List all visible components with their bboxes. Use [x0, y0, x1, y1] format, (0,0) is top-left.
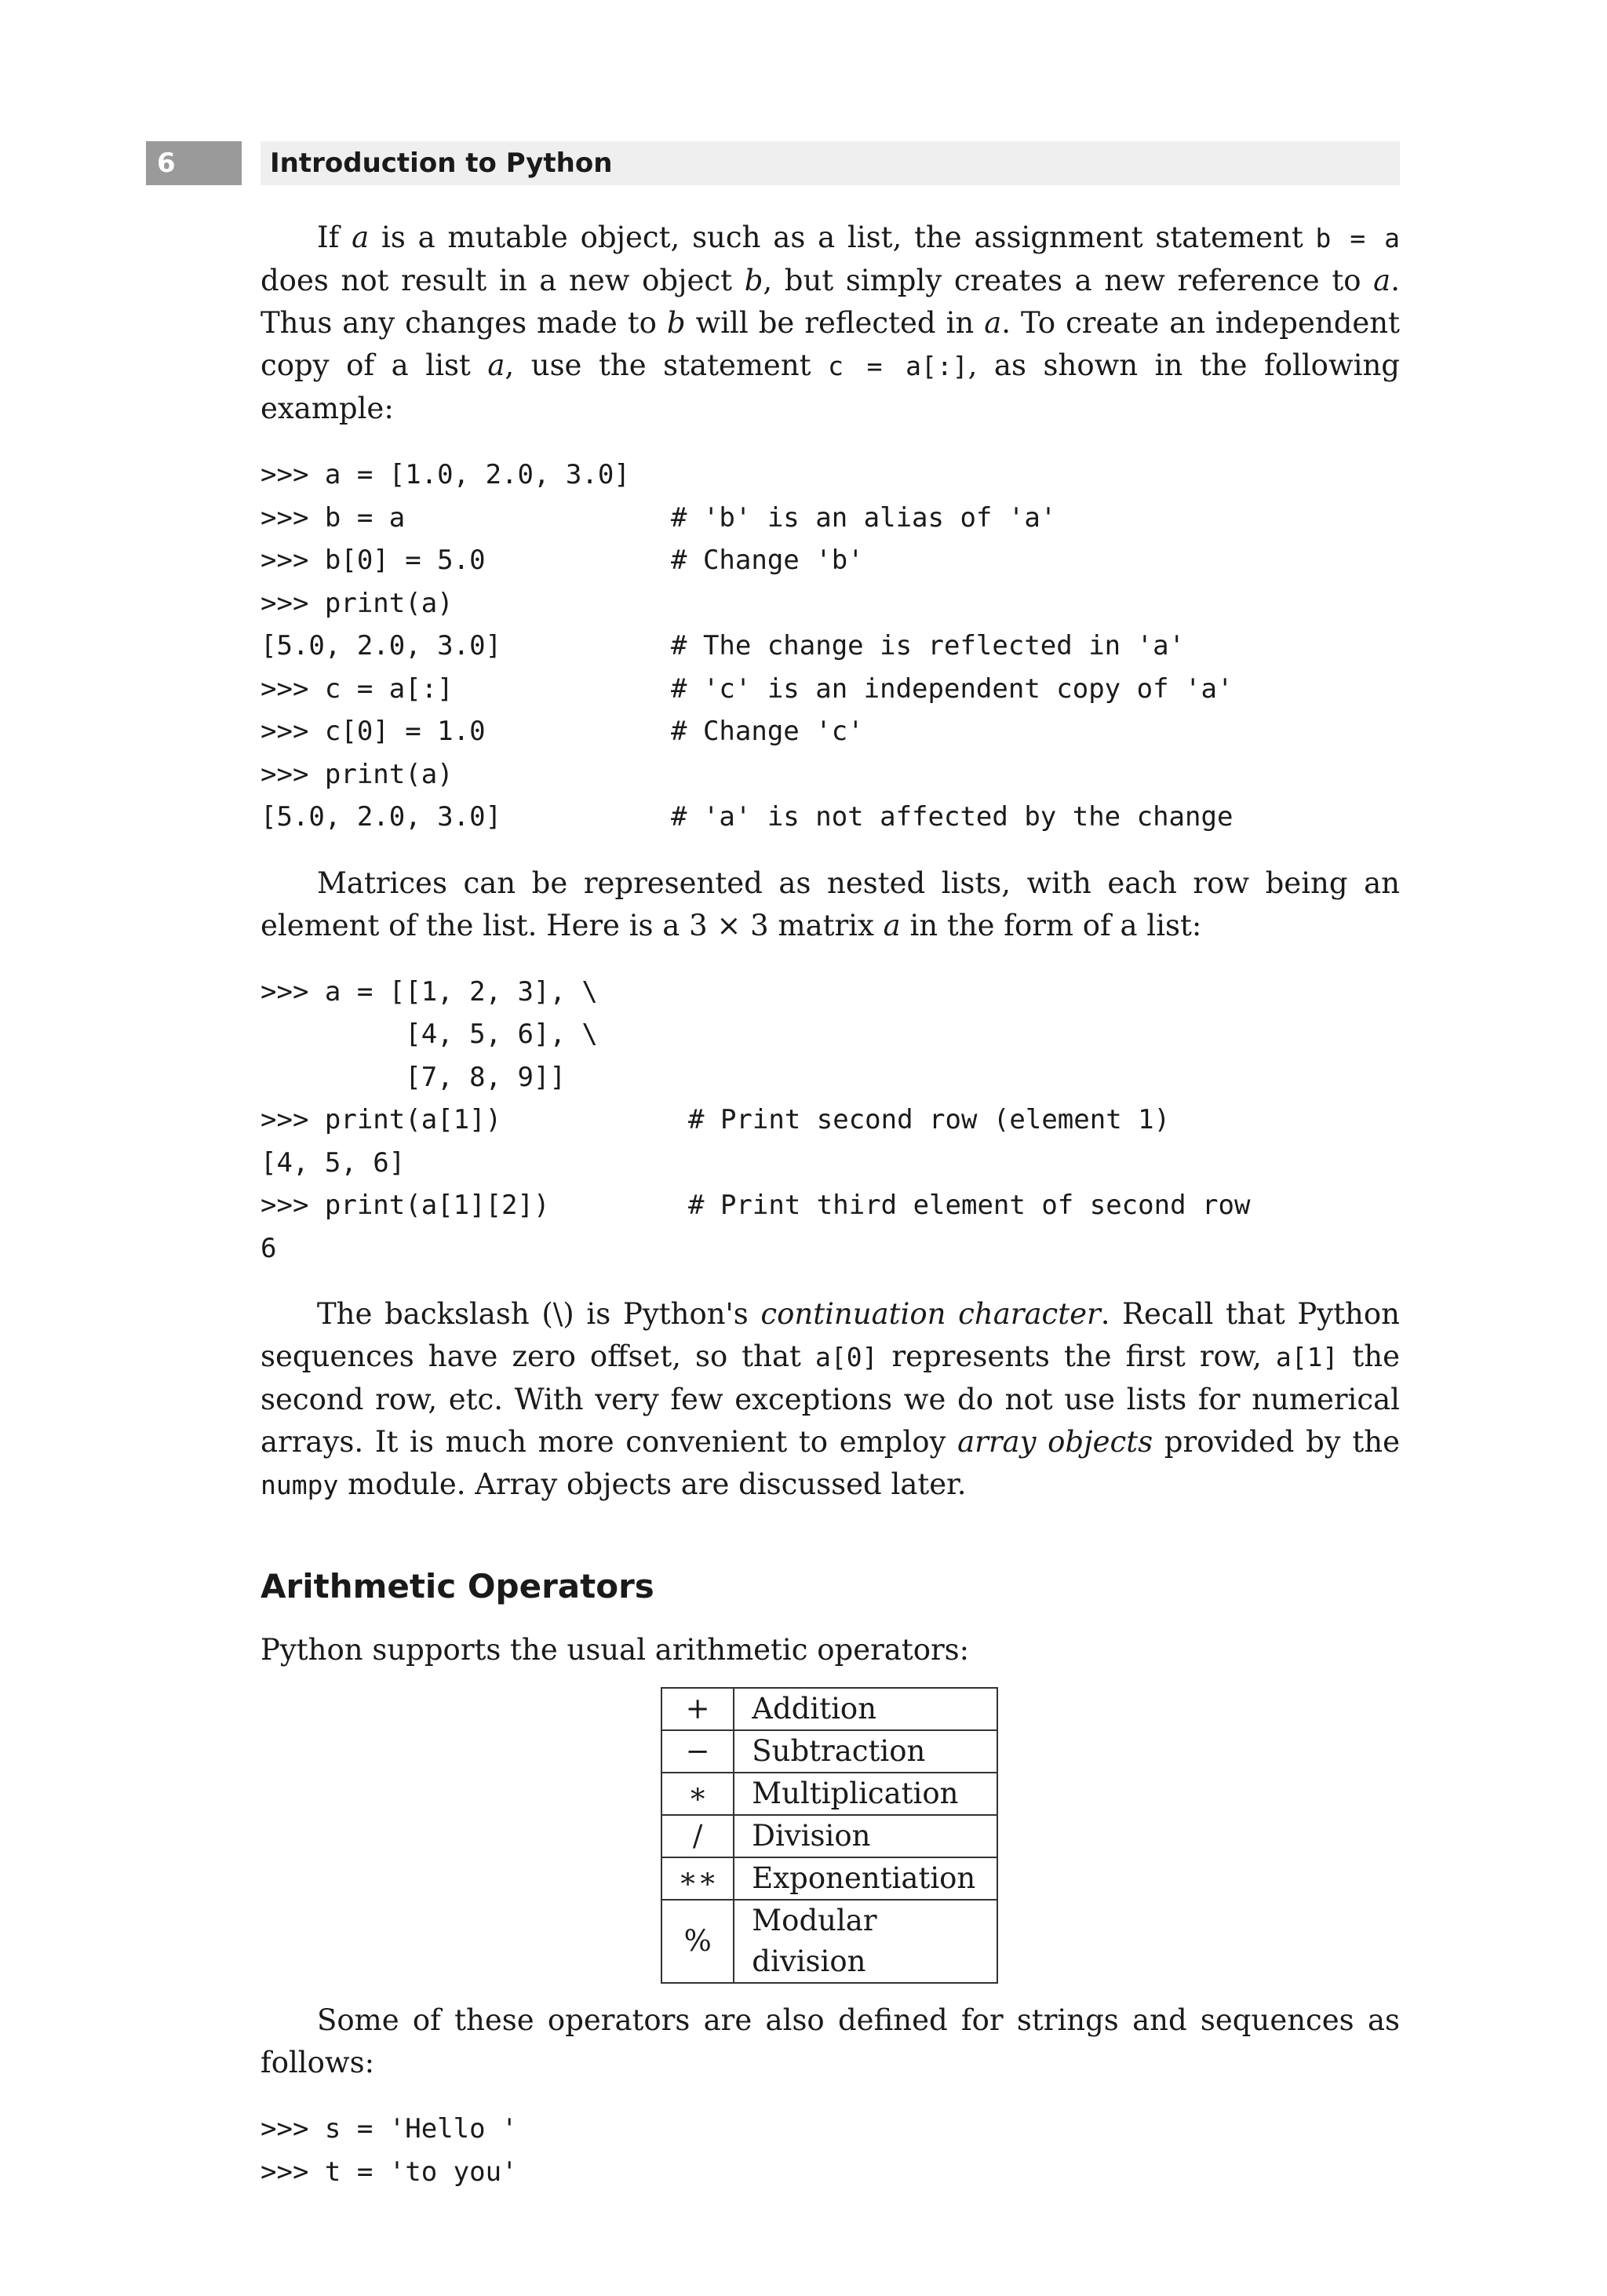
operator-symbol: ∗	[661, 1773, 734, 1815]
code-comment: # The change is reflected in 'a'	[671, 630, 1186, 661]
chapter-title: Introduction to Python	[261, 141, 1400, 185]
operator-symbol: /	[661, 1815, 734, 1857]
code-line	[261, 753, 1400, 796]
code-comment: # 'a' is not affected by the change	[671, 801, 1233, 833]
code-text: >>> t = 'to you'	[261, 2156, 518, 2188]
code-line	[261, 796, 1400, 839]
code-block-list-copy	[261, 454, 1400, 839]
code-line	[261, 1099, 1400, 1142]
code-line	[261, 454, 1400, 497]
code-line	[261, 1227, 1400, 1270]
code-text: [4, 5, 6], \	[261, 1019, 598, 1050]
code-line	[261, 2151, 1400, 2194]
code-text: >>> b = a	[261, 501, 406, 534]
code-comment: # 'c' is an independent copy of 'a'	[671, 672, 1233, 705]
code-comment: # Change 'b'	[671, 545, 864, 576]
code-comment: # Print second row (element 1)	[688, 1104, 1171, 1135]
operator-row	[661, 1857, 997, 1900]
code-comment: # 'b' is an alias of 'a'	[671, 501, 1057, 534]
code-line	[261, 1013, 1400, 1056]
operators-table	[661, 1687, 998, 1984]
operator-row	[661, 1900, 997, 1983]
operator-name: Subtraction	[734, 1730, 997, 1773]
code-text: >>> print(a[1])	[261, 1104, 502, 1135]
code-text: >>> print(a[1][2])	[261, 1190, 550, 1221]
code-text: >>> c = a[:]	[261, 672, 454, 705]
code-text: >>> a = [[1, 2, 3], \	[261, 975, 598, 1008]
operator-name: Addition	[734, 1688, 997, 1730]
code-text: >>> c[0] = 1.0	[261, 716, 486, 747]
code-text: 6	[261, 1232, 277, 1264]
code-text: [7, 8, 9]]	[261, 1061, 566, 1093]
paragraph-matrices: Matrices can be represented as nested lists, with each row being an element of the list. Here is a 3 × 3 matrix a in the form of a list:	[261, 866, 1400, 942]
paragraph-mutable-objects: If a is a mutable object, such as a list, the assignment statement b = a does not result in a new object b, but simply creates a new reference to a. Thus any changes made to b will be reflected in a. To create an independent copy of a list a, use the statement c = a[:], as shown in the following example:	[261, 220, 1400, 425]
code-line	[261, 1056, 1400, 1099]
operator-name: Multiplication	[734, 1773, 997, 1815]
operator-symbol: %	[661, 1900, 734, 1983]
operator-name: Division	[734, 1815, 997, 1857]
page-content	[261, 217, 1400, 2217]
code-comment: # Change 'c'	[671, 716, 864, 747]
operator-row	[661, 1730, 997, 1773]
operator-row	[661, 1688, 997, 1730]
section-heading: Arithmetic Operators	[261, 1567, 654, 1605]
code-line	[261, 539, 1400, 582]
operator-symbol: −	[661, 1730, 734, 1773]
code-text: >>> s = 'Hello '	[261, 2113, 518, 2145]
code-text: [4, 5, 6]	[261, 1146, 406, 1179]
operator-symbol: +	[661, 1688, 734, 1730]
operator-row	[661, 1773, 997, 1815]
code-block-strings	[261, 2108, 1400, 2193]
operator-name: Exponentiation	[734, 1857, 997, 1900]
code-line	[261, 2108, 1400, 2151]
code-line	[261, 582, 1400, 625]
code-line	[261, 668, 1400, 711]
code-text: >>> print(a)	[261, 587, 454, 619]
code-comment: # Print third element of second row	[688, 1190, 1251, 1221]
code-text: >>> print(a)	[261, 758, 454, 790]
code-line	[261, 971, 1400, 1014]
code-line	[261, 1142, 1400, 1185]
code-line	[261, 625, 1400, 668]
code-text: >>> b[0] = 5.0	[261, 545, 486, 576]
paragraph-operators-intro: Python supports the usual arithmetic operators:	[261, 1633, 970, 1667]
code-block-matrix	[261, 971, 1400, 1270]
code-line	[261, 710, 1400, 753]
code-text: [5.0, 2.0, 3.0]	[261, 630, 502, 661]
code-line	[261, 497, 1400, 540]
code-text: [5.0, 2.0, 3.0]	[261, 801, 502, 833]
operator-name: Modular division	[734, 1900, 997, 1983]
operator-symbol: ∗∗	[661, 1857, 734, 1900]
page-number: 6	[146, 141, 242, 185]
operator-row	[661, 1815, 997, 1857]
paragraph-strings-intro: Some of these operators are also defined for strings and sequences as follows:	[261, 2003, 1400, 2079]
code-text: >>> a = [1.0, 2.0, 3.0]	[261, 459, 630, 490]
paragraph-backslash: The backslash (\) is Python's continuation character. Recall that Python sequences have zero offset, so that a[0] represents the first row, a[1] the second row, etc. With very few exceptions we do not use lists for numerical arrays. It is much more convenient to employ array objects provided by the numpy module. Array objects are discussed later.	[261, 1297, 1401, 1501]
code-line	[261, 1184, 1400, 1227]
